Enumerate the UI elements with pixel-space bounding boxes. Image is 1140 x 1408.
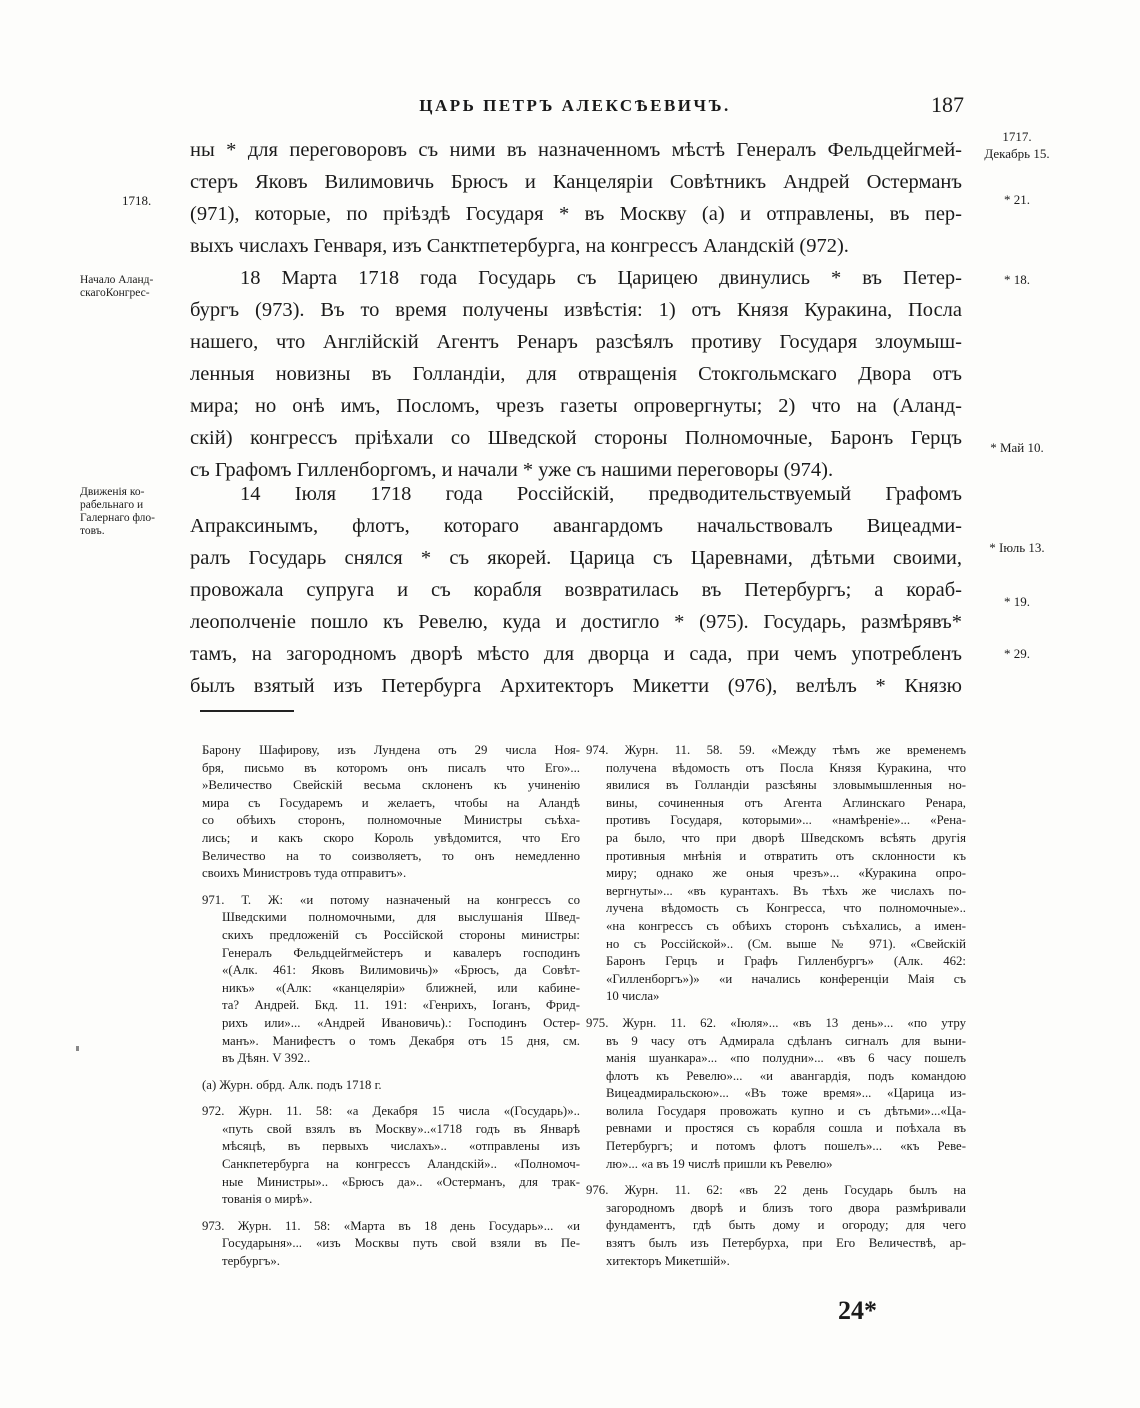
footnote-line: манъ». Манифестъ о томъ Декабря отъ 15 дня, см. bbox=[222, 1033, 580, 1048]
text-line: бургъ (973). Въ то время получены извѣстія: 1) отъ Князя Куракина, Посла bbox=[190, 299, 962, 321]
margin-note-line: Движенія ко- bbox=[80, 486, 145, 498]
margin-date-19: * 19. bbox=[1004, 594, 1030, 609]
footnote-line: Барону Шафирову, изъ Лундена отъ 29 числа Ноя- bbox=[202, 743, 580, 757]
footnote-line: Баронъ Герцъ и Графъ Гилленбургъ» (Алк. 462: bbox=[606, 954, 966, 969]
footnote-line: своихъ Министровъ туда отправитъ». bbox=[202, 866, 407, 881]
footnote-line: 973. Журн. 11. 58: «Марта въ 18 день Государь»... «и bbox=[202, 1218, 580, 1233]
footnote-line: вергнуты»... «въ курантахъ. Въ тѣхъ же числахъ по- bbox=[606, 883, 966, 898]
footnote-line: никъ» «(Алк: «канцеляріи» ближней, или кабинe- bbox=[222, 980, 580, 995]
footnote-line: 974. Журн. 11. 58. 59. «Между тѣмъ же временемъ bbox=[586, 743, 966, 757]
footnote-line: взятъ былъ изъ Петербурха, при Его Величествѣ, ар- bbox=[606, 1236, 966, 1251]
footnote-line: 975. Журн. 11. 62. «Іюля»... «въ 13 день»... «по утру bbox=[586, 1015, 966, 1030]
footnote-line: та? Андрей. Бкд. 11. 191: «Генрихъ, Іоганъ, Фрид- bbox=[222, 998, 580, 1013]
footnote-974 bbox=[586, 742, 966, 1006]
text-line: провожала супруга и съ корабля возвратилась въ Петербургъ; а кораб- bbox=[190, 579, 962, 601]
footnote-line: Вицеадмиральскою»... «Въ тоже время»... «Царица из- bbox=[606, 1086, 966, 1101]
footnote-line: ра было, что при дворѣ Шведскомъ всѣять другія bbox=[606, 830, 966, 845]
footnote-line: Петербургъ; и потомъ флотъ пошелъ»... «къ Реве- bbox=[606, 1139, 966, 1154]
margin-note-fleet bbox=[80, 486, 198, 538]
footnote-line: Генералъ Фельдцейгмейстеръ и кавалеръ господинъ bbox=[222, 945, 580, 960]
footnotes-left-column bbox=[202, 742, 580, 1280]
text-line: леополченіе пошло къ Ревелю, куда и достигло * (975). Государь, размѣрявъ* bbox=[190, 611, 962, 633]
footnote-line: 10 числа» bbox=[606, 989, 660, 1004]
margin-date-18: * 18. bbox=[1004, 272, 1030, 287]
footnote-line: »Величество Свейскій весьма склоненъ къ учиненію bbox=[202, 778, 580, 793]
footnote-line: Величество на то соизволяетъ, то онъ немедленно bbox=[202, 848, 580, 863]
margin-note-line: Галернаго фло- bbox=[80, 512, 155, 524]
footnote-line: «на конгрессъ съ обѣихъ сторонъ съѣхались, а имен- bbox=[606, 918, 966, 933]
text-line: выхъ числахъ Генваря, изъ Санктпетербурга, на конгрессъ Аландскій (972). bbox=[190, 235, 849, 257]
margin-note-line: товъ. bbox=[80, 525, 105, 537]
footnote-972 bbox=[202, 1103, 580, 1209]
footnote-line: (а) Журн. обрд. Алк. подъ 1718 г. bbox=[202, 1077, 382, 1092]
footnote-973 bbox=[202, 1218, 580, 1271]
page-number: 187 bbox=[931, 92, 964, 117]
footnote-line: въ Дѣян. V 392.. bbox=[222, 1051, 311, 1066]
footnote-line: вины, сочиненныя отъ Агента Аглинскаго Ренара, bbox=[606, 795, 966, 810]
footnote-line: противъ Государя, которыми»... «намѣреніе»... «Рена- bbox=[606, 813, 966, 828]
footnote-line: Шведскими полномочными, для выслушанія Швед- bbox=[222, 910, 580, 925]
footnote-line: противныя мнѣнія и отвратить отъ склонности къ bbox=[606, 848, 966, 863]
text-line: ны * для переговоровъ съ ними въ назначенномъ мѣстѣ Генералъ Фельдцейгмей- bbox=[190, 139, 962, 161]
footnote-line: со обѣихъ сторонъ, полномочные Министры съѣха- bbox=[202, 813, 580, 828]
footnote-line: «Гилленборгъ»)» «и начались конференціи Маія съ bbox=[606, 971, 966, 986]
text-line: скій) конгрессъ пріѣхали со Шведской стороны Полномочные, Баронъ Герцъ bbox=[190, 427, 962, 449]
signature-mark: 24* bbox=[838, 1296, 877, 1325]
text-line: ралъ Государь снялся * съ якорей. Царица съ Царевнами, дѣтьми своими, bbox=[190, 547, 962, 569]
footnote-line: 972. Журн. 11. 58: «а Декабря 15 числа «(Государь)».. bbox=[202, 1104, 580, 1119]
footnote-line: хитекторъ Микетшій». bbox=[606, 1253, 730, 1268]
text-line: мира; но онѣ имъ, Посломъ, чрезъ газеты опровергнуты; 2) что на (Аланд- bbox=[190, 395, 962, 417]
footnote-line: Санкпетербурга на конгрессъ Аландскій».. «Полномоч- bbox=[222, 1157, 580, 1172]
paragraph-2 bbox=[190, 262, 962, 486]
footnote-976 bbox=[586, 1182, 966, 1270]
footnote-separator bbox=[200, 710, 294, 712]
footnote-line: но съ Россійской».. (См. выше № 971). «Свейскій bbox=[606, 936, 966, 951]
footnote-971 bbox=[202, 892, 580, 1068]
footnote-line: явилися въ Голландіи разсѣяны зловымышленныя но- bbox=[606, 778, 966, 793]
margin-note-line: рабельнаго и bbox=[80, 499, 144, 511]
paragraph-3 bbox=[190, 478, 962, 702]
scan-speck bbox=[76, 1046, 79, 1051]
footnote-line: мѣсяцѣ, въ первыхъ числахъ».. «отправлены изъ bbox=[222, 1139, 580, 1154]
footnote-line: рихъ или»... «Андрей Ивановичь).: Господинъ Остер- bbox=[222, 1015, 580, 1030]
margin-note-line: Начало Аланд- bbox=[80, 274, 154, 286]
footnote-line: «(Алк. 461: Яковъ Вилимовичь)» «Брюсъ, да Совѣт- bbox=[222, 963, 580, 978]
footnote-line: въ 9 часу отъ Адмирала сдѣланъ сигналъ для выни- bbox=[606, 1033, 966, 1048]
footnote-line: бря, письмо въ которомъ онъ писалъ что Его»... bbox=[202, 760, 580, 775]
footnote-line: мира съ Государемъ и желаетъ, чтобы на Аландѣ bbox=[202, 795, 580, 810]
footnote-line: волила Государя провожать купно и съ дѣтьми»...«Ца- bbox=[606, 1103, 966, 1118]
footnote-line: ные Министры».. «Брюсъ да».. «Остерманъ, для трак- bbox=[222, 1174, 580, 1189]
text-line: нашего, что Англійскій Агентъ Ренаръ разсѣялъ противу Государя злоумыш- bbox=[190, 331, 962, 353]
paragraph-1 bbox=[190, 134, 962, 262]
margin-month-day: Декабрь 15. bbox=[984, 146, 1050, 161]
footnote-line: тованія о мирѣ». bbox=[222, 1192, 313, 1207]
footnote-line: тербургъ». bbox=[222, 1254, 280, 1269]
footnote-line: флотъ къ Ревелю»... «и авангардія, подъ командою bbox=[606, 1068, 966, 1083]
text-line: 18 Марта 1718 года Государь съ Царицею двинулись * въ Петер- bbox=[240, 267, 962, 289]
footnotes-right-column bbox=[586, 742, 966, 1279]
footnote-line: загородномъ дворѣ и близъ того двора размѣривали bbox=[606, 1200, 966, 1215]
margin-date-21: * 21. bbox=[1004, 192, 1030, 207]
running-title: ЦАРЬ ПЕТРЪ АЛЕКСѢЕВИЧЪ. bbox=[419, 96, 731, 115]
margin-date-july-13: * Іюль 13. bbox=[989, 540, 1045, 555]
text-line: съ Графомъ Гилленборгомъ, и начали * уже съ нашими переговоры (974). bbox=[190, 459, 834, 481]
footnote-line: 976. Журн. 11. 62: «въ 22 день Государь былъ на bbox=[586, 1183, 966, 1198]
footnote-line: лучена вѣдомость съ Конгресса, что полномочные».. bbox=[606, 901, 966, 916]
margin-date-29: * 29. bbox=[1004, 646, 1030, 661]
footnote-a bbox=[202, 1077, 580, 1095]
text-line: стеръ Яковъ Вилимовичь Брюсъ и Канцеляріи Совѣтникъ Андрей Остерманъ bbox=[190, 171, 962, 193]
text-line: ленныя новизны въ Голландіи, для отвращенія Стокгольмскаго Двора отъ bbox=[190, 363, 962, 385]
margin-note-congress bbox=[80, 274, 198, 300]
footnote-line: Государыня»... «изъ Москвы путь свой взяли въ Пе- bbox=[222, 1236, 580, 1251]
text-line: былъ взятый изъ Петербурга Архитекторъ Микетти (976), велѣлъ * Князю bbox=[190, 675, 962, 697]
margin-date-may-10: * Май 10. bbox=[990, 440, 1044, 455]
text-line: 14 Іюля 1718 года Россійскій, предводительствуемый Графомъ bbox=[240, 483, 962, 505]
running-header bbox=[180, 92, 970, 126]
text-line: Апраксинымъ, флотъ, котораго авангардомъ начальствовалъ Вицеадми- bbox=[190, 515, 962, 537]
margin-year: 1717. bbox=[1002, 129, 1032, 144]
margin-date-1717-dec-15 bbox=[972, 128, 1062, 162]
footnote-line: лю»... «а въ 19 числѣ пришли къ Ревелю» bbox=[606, 1156, 833, 1171]
footnote-line: скихъ предложеній съ Россійской стороны министры: bbox=[222, 927, 580, 942]
text-line: (971), которые, по пріѣздѣ Государя * въ Москву (а) и отправлены, въ пер- bbox=[190, 203, 962, 225]
footnote-line: получена вѣдомость отъ Посла Князя Куракина, что bbox=[606, 760, 966, 775]
margin-year-1718: 1718. bbox=[122, 193, 152, 208]
footnote-line: манія шуанкара»... «по полудни»... «въ 6 часу пошелъ bbox=[606, 1051, 966, 1066]
margin-note-line: скагоКонгрес- bbox=[80, 287, 150, 299]
footnote-line: 971. Т. Ж: «и потому назначеный на конгрессъ со bbox=[202, 892, 580, 907]
text-line: тамъ, на загородномъ дворѣ мѣсто для дворца и сада, при чемъ употребленъ bbox=[190, 643, 962, 665]
footnote-975 bbox=[586, 1015, 966, 1173]
footnote-continuation bbox=[202, 742, 580, 883]
footnote-line: миру; однако же оныя чрезъ»... «Куракина опро- bbox=[606, 866, 966, 881]
footnote-line: фундаментъ, гдѣ быть дому и огороду; для чего bbox=[606, 1218, 966, 1233]
footnote-line: ревнами и простяся съ корабля сошла и поѣхала въ bbox=[606, 1121, 966, 1136]
footnote-line: «путь свой взялъ въ Москву»..«1718 годъ въ Январѣ bbox=[222, 1121, 580, 1136]
footnote-line: лись; и какъ скоро Король увѣдомится, что Его bbox=[202, 830, 580, 845]
